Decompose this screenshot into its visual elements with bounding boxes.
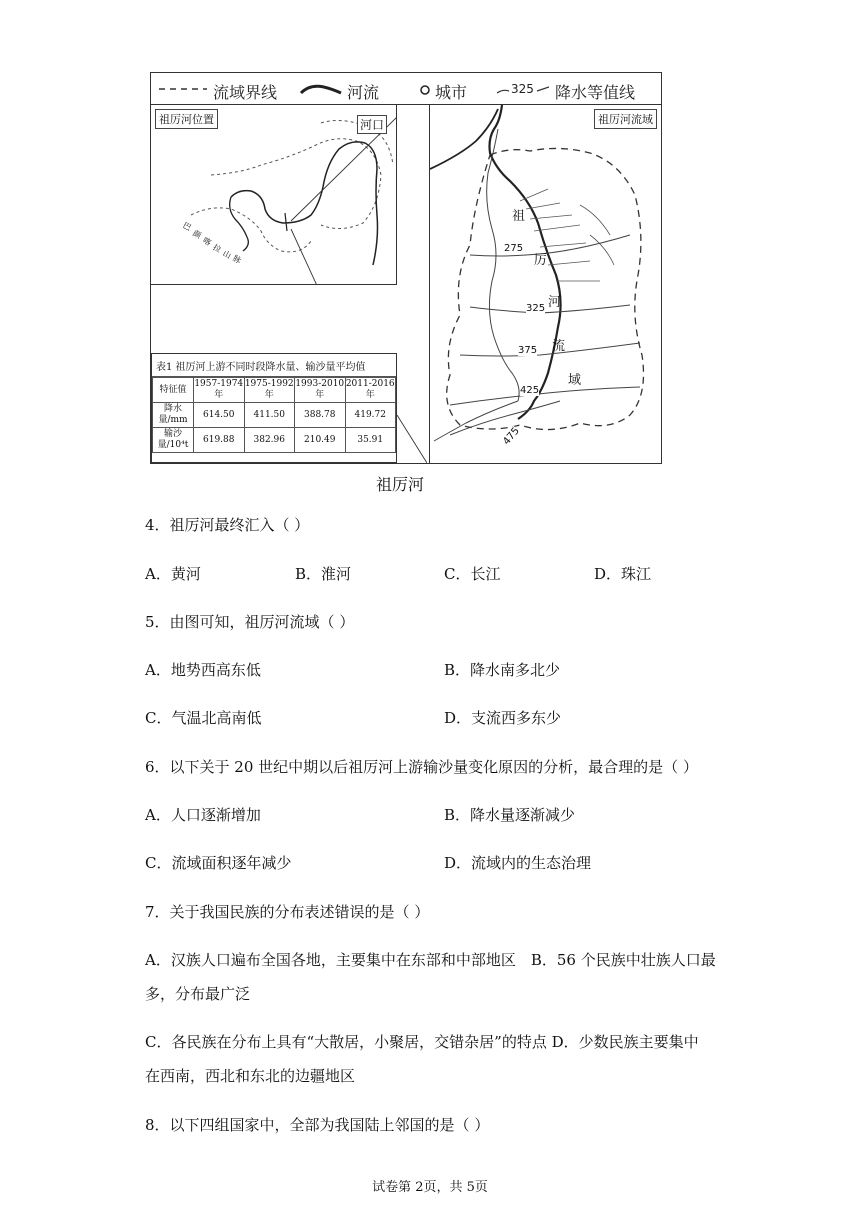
question-4-option-b[interactable]: B．淮河: [295, 565, 352, 583]
bayan-char-6: 脉: [231, 253, 243, 266]
question-7-line[interactable]: A．汉族人口遍布全国各地，主要集中在东部和中部地区 B．56 个民族中壮族人口最: [145, 951, 716, 969]
map-figure: [150, 72, 662, 464]
table-header-cell: 1975-1992年: [244, 378, 295, 403]
hekou-label: 河口: [357, 115, 387, 134]
question-6-option-d[interactable]: D．流域内的生态治理: [444, 854, 592, 872]
table-cell: 210.49: [295, 428, 346, 453]
question-8-stem: 8．以下四组国家中，全部为我国陆上邻国的是（ ）: [145, 1116, 490, 1134]
table-header-cell: 1957-1974年: [194, 378, 245, 403]
table-cell: 382.96: [244, 428, 295, 453]
river-icon: [299, 81, 343, 97]
question-6-stem: 6．以下关于 20 世纪中期以后祖厉河上游输沙量变化原因的分析，最合理的是（ ）: [145, 758, 698, 776]
table-cell: 35.91: [345, 428, 396, 453]
table-header-cell: 1993-2010年: [295, 378, 346, 403]
question-5-option-a[interactable]: A．地势西高东低: [145, 661, 261, 679]
city-icon: [419, 84, 431, 96]
question-7-stem: 7．关于我国民族的分布表述错误的是（ ）: [145, 903, 430, 921]
basin-map-char: 河: [548, 295, 562, 310]
question-4-option-d[interactable]: D．珠江: [594, 565, 652, 583]
figure-caption: 祖厉河: [376, 475, 425, 494]
legend-boundary-label: 流域界线: [213, 83, 278, 102]
table-header-row: [153, 378, 396, 403]
question-7-line: 多，分布最广泛: [145, 985, 251, 1003]
question-7-line[interactable]: C．各民族在分布上具有“大散居，小聚居，交错杂居”的特点 D．少数民族主要集中: [145, 1033, 699, 1051]
isoline-label: 375: [518, 345, 538, 356]
isoline-label: 475: [501, 425, 522, 448]
map-legend: [151, 73, 661, 105]
legend-river-label: 河流: [347, 83, 380, 102]
basin-map: [430, 105, 662, 463]
basin-map-char: 域: [568, 373, 582, 388]
legend-isoline-value: 325: [511, 82, 534, 96]
question-6-option-b[interactable]: B．降水量逐渐减少: [444, 806, 576, 824]
isoline-label: 275: [504, 243, 524, 254]
page-footer: 试卷第 2页，共 5页: [372, 1180, 488, 1195]
question-5-option-d[interactable]: D．支流西多东少: [444, 709, 562, 727]
boundary-line-icon: [159, 87, 207, 91]
table-cell: 419.72: [345, 403, 396, 428]
data-table-box: [151, 353, 397, 463]
basin-panel: [429, 105, 661, 463]
bayan-char-5: 山: [221, 248, 233, 261]
table-title: 表1 祖厉河上游不同时段降水量、输沙量平均值: [152, 354, 396, 377]
location-panel-label: 祖厉河位置: [155, 109, 218, 129]
bayan-char-3: 喀: [201, 235, 213, 248]
isoline-label: 425: [520, 385, 540, 396]
table-header-cell: 2011-2016年: [345, 378, 396, 403]
basin-map-char: 厉: [534, 253, 548, 268]
table-cell: 619.88: [194, 428, 245, 453]
question-4-option-a[interactable]: A．黄河: [145, 565, 201, 583]
table-header-cell: 特征值: [153, 378, 194, 403]
table-row: [153, 428, 396, 453]
data-table: [152, 377, 396, 453]
table-cell: 614.50: [194, 403, 245, 428]
table-row: [153, 403, 396, 428]
table-cell: 388.78: [295, 403, 346, 428]
bayan-char-4: 拉: [211, 242, 223, 255]
question-4-option-c[interactable]: C．长江: [444, 565, 501, 583]
basin-panel-label: 祖厉河流域: [594, 109, 657, 129]
table-row-label: 降水量/mm: [153, 403, 194, 428]
basin-map-char: 祖: [512, 209, 526, 224]
question-6-option-a[interactable]: A．人口逐渐增加: [145, 806, 261, 824]
basin-map-char: 流: [552, 339, 566, 354]
table-connector-line: [397, 415, 427, 465]
question-7-line: 在西南，西北和东北的边疆地区: [145, 1067, 356, 1085]
location-inset-map: [151, 105, 397, 285]
legend-isoline-label: 降水等值线: [555, 83, 636, 102]
isoline-label: 325: [526, 303, 546, 314]
table-cell: 411.50: [244, 403, 295, 428]
bayan-char-1: 巴: [181, 220, 193, 233]
location-panel: [151, 105, 427, 463]
question-4-stem: 4．祖厉河最终汇入（ ）: [145, 516, 310, 534]
bayan-char-2: 颜: [191, 228, 203, 241]
question-6-option-c[interactable]: C．流域面积逐年减少: [145, 854, 292, 872]
question-5-stem: 5．由图可知，祖厉河流域（ ）: [145, 613, 355, 631]
question-5-option-b[interactable]: B．降水南多北少: [444, 661, 561, 679]
legend-city-label: 城市: [435, 83, 468, 102]
table-row-label: 输沙量/10⁴t: [153, 428, 194, 453]
question-5-option-c[interactable]: C．气温北高南低: [145, 709, 262, 727]
